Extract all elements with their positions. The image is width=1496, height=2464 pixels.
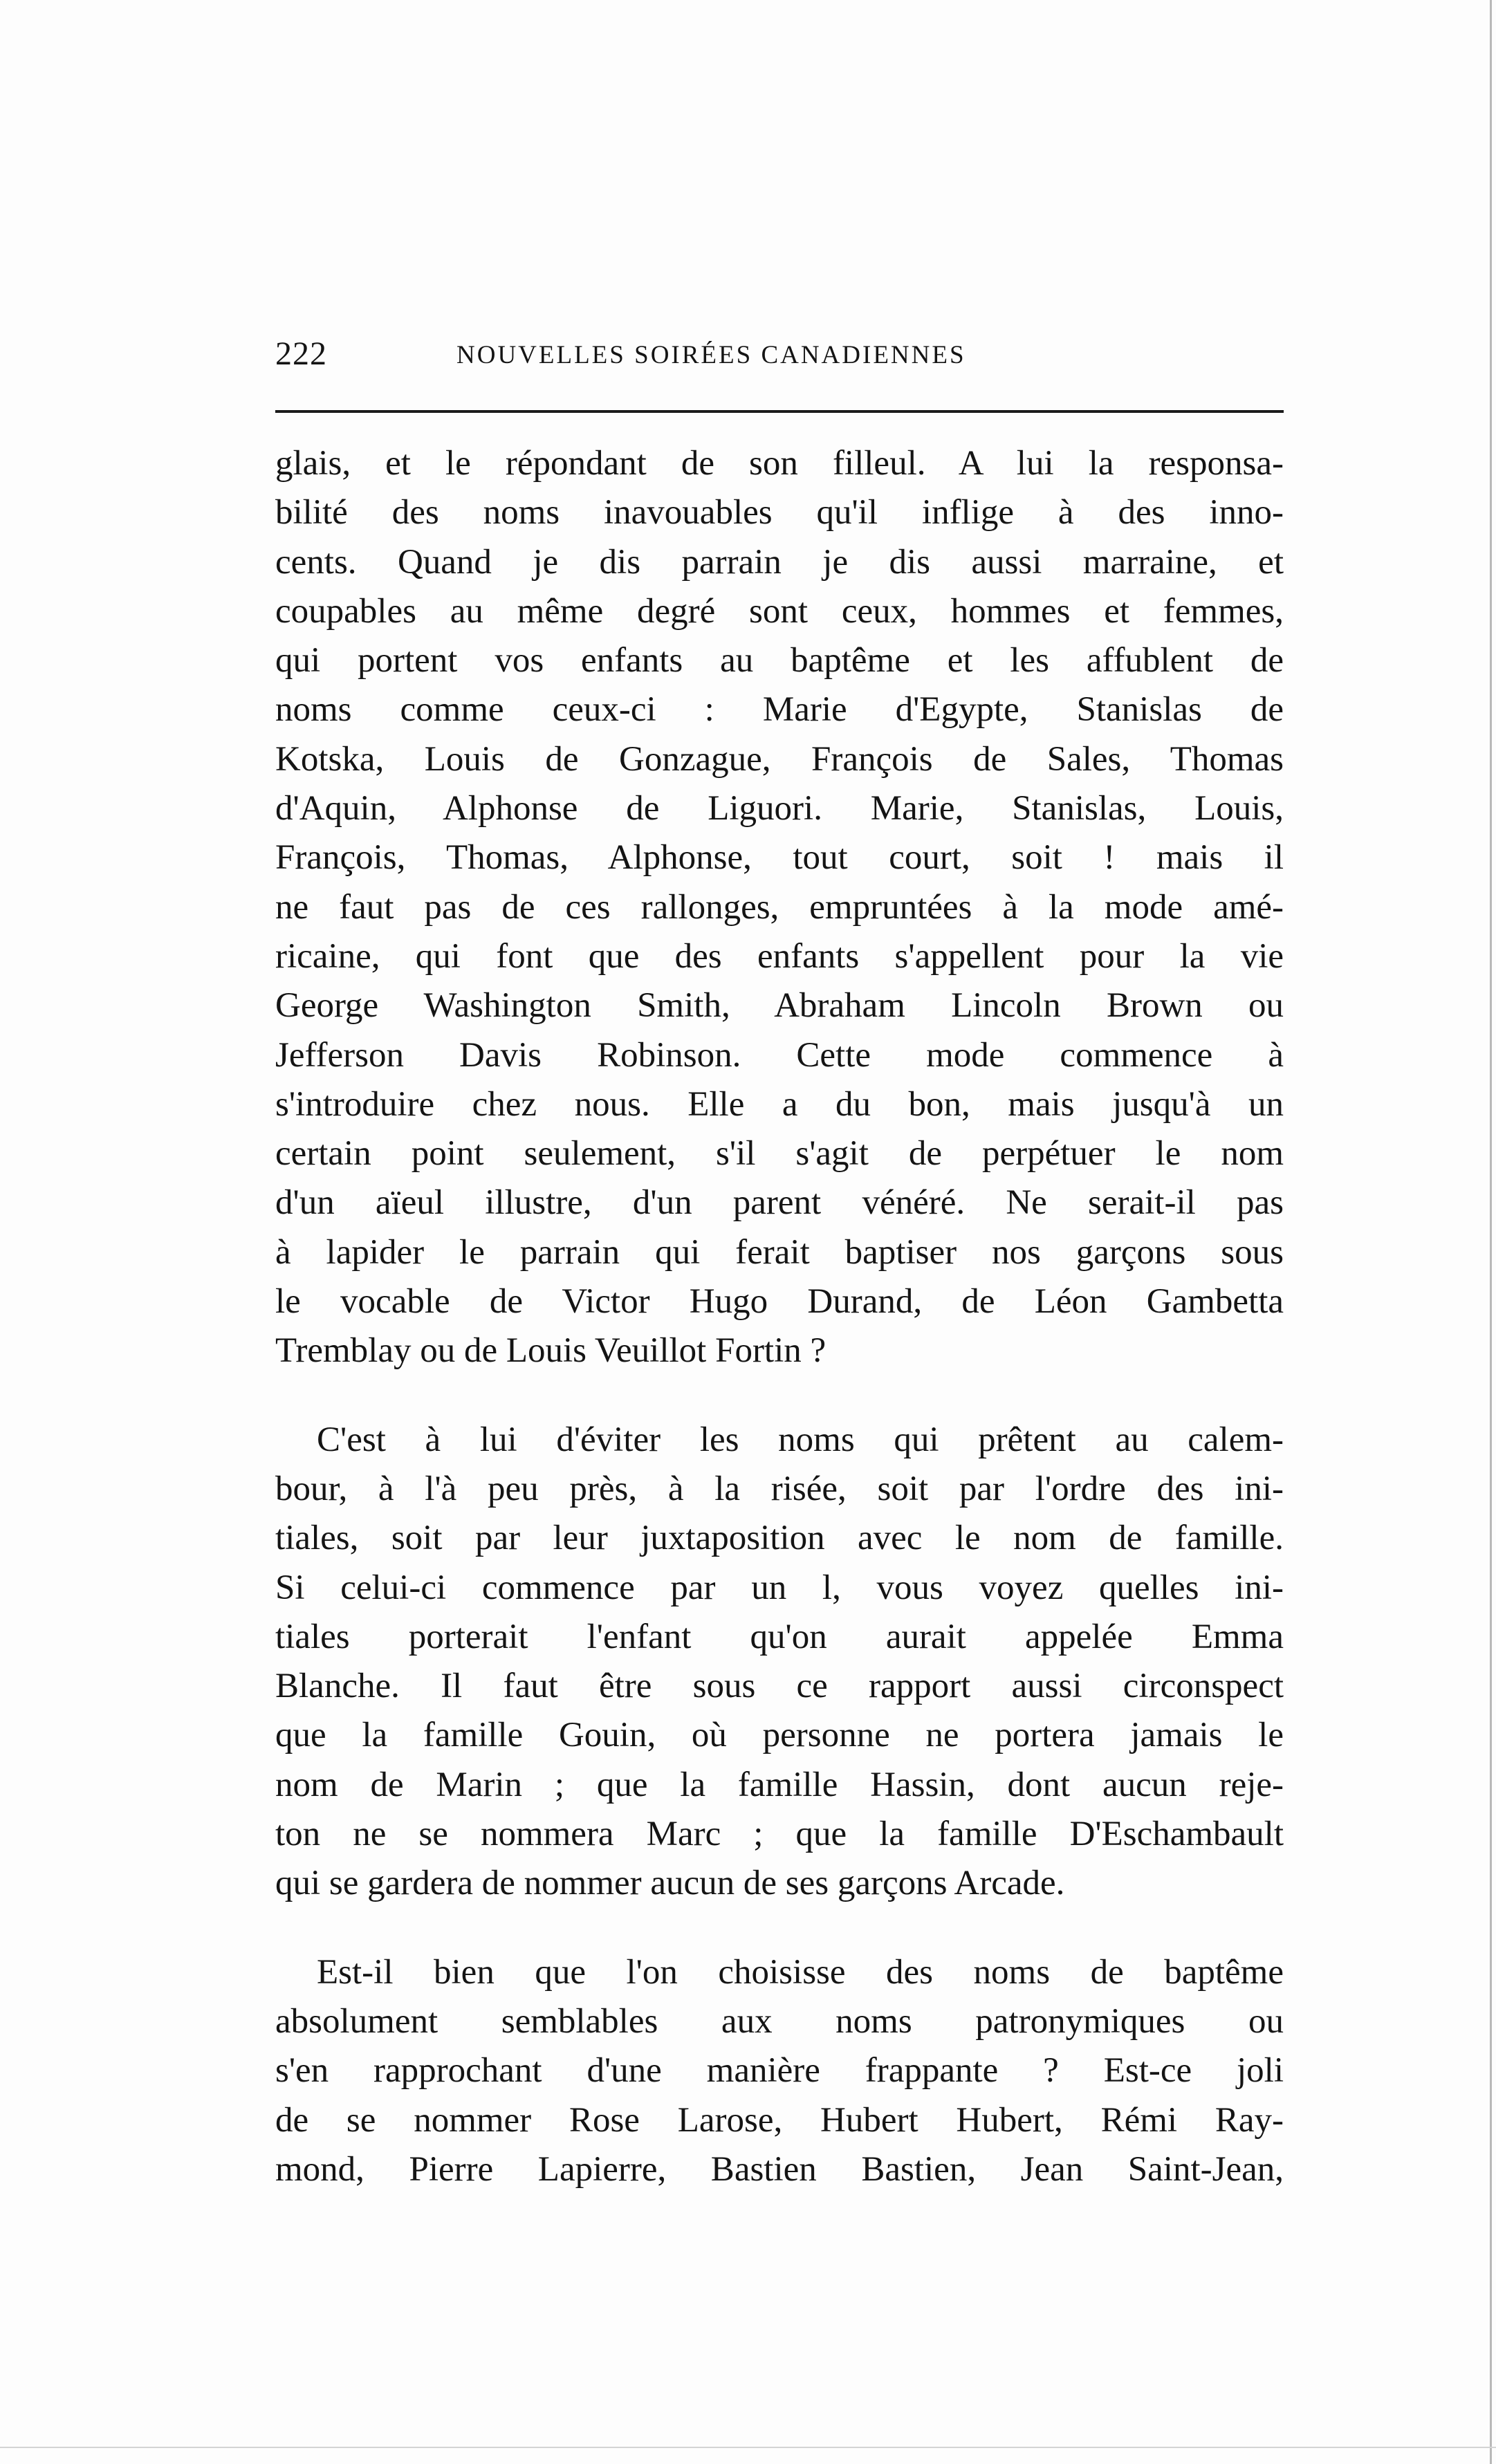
- header-rule: [275, 410, 1284, 413]
- text-line: que la famille Gouin, où personne ne portera jamais le: [275, 1716, 1284, 1755]
- text-line: à lapider le parrain qui ferait baptiser nos garçons sous: [275, 1232, 1284, 1272]
- page-number: 222: [275, 335, 327, 372]
- text-line: Jefferson Davis Robinson. Cette mode commence à: [275, 1035, 1284, 1075]
- scan-bottom-edge: [0, 2447, 1496, 2448]
- text-line: François, Thomas, Alphonse, tout court, soit ! mais il: [275, 838, 1284, 878]
- text-line: George Washington Smith, Abraham Lincoln Brown ou: [275, 986, 1284, 1026]
- text-line: qui se gardera de nommer aucun de ses garçons Arcade.: [275, 1864, 1065, 1903]
- text-line: tiales porterait l'enfant qu'on aurait appelée Emma: [275, 1617, 1284, 1656]
- text-line: C'est à lui d'éviter les noms qui prêtent au calem-: [317, 1420, 1284, 1459]
- text-line: ne faut pas de ces rallonges, empruntées à la mode amé-: [275, 887, 1284, 927]
- paragraph-gap: [275, 1909, 1284, 1948]
- paragraph-gap: [275, 1376, 1284, 1416]
- text-line: ricaine, qui font que des enfants s'appellent pour la vie: [275, 936, 1284, 976]
- text-line: certain point seulement, s'il s'agit de perpétuer le nom: [275, 1134, 1284, 1174]
- text-line: cents. Quand je dis parrain je dis aussi marraine, et: [275, 542, 1284, 582]
- text-line: Kotska, Louis de Gonzague, François de Sales, Thomas: [275, 739, 1284, 779]
- text-line: s'en rapprochant d'une manière frappante ? Est-ce joli: [275, 2051, 1284, 2091]
- page-header: [275, 333, 1284, 375]
- text-line: mond, Pierre Lapierre, Bastien Bastien, Jean Saint-Jean,: [275, 2149, 1284, 2189]
- text-line: tiales, soit par leur juxtaposition avec le nom de famille.: [275, 1519, 1284, 1558]
- text-line: Blanche. Il faut être sous ce rapport aussi circonspect: [275, 1667, 1284, 1706]
- text-line: absolument semblables aux noms patronymiques ou: [275, 2001, 1284, 2041]
- running-title: NOUVELLES SOIRÉES CANADIENNES: [456, 341, 966, 369]
- text-line: bilité des noms inavouables qu'il inflige à des inno-: [275, 493, 1284, 532]
- text-line: Tremblay ou de Louis Veuillot Fortin ?: [275, 1331, 827, 1371]
- text-line: d'Aquin, Alphonse de Liguori. Marie, Stanislas, Louis,: [275, 789, 1284, 828]
- text-line: Est-il bien que l'on choisisse des noms de baptême: [317, 1952, 1284, 1992]
- page-edge: [1490, 0, 1492, 2464]
- text-line: glais, et le répondant de son filleul. A lui la responsa-: [275, 444, 1284, 483]
- text-line: de se nommer Rose Larose, Hubert Hubert, Rémi Ray-: [275, 2100, 1284, 2140]
- text-line: Si celui-ci commence par un l, vous voyez quelles ini-: [275, 1568, 1284, 1607]
- text-line: le vocable de Victor Hugo Durand, de Léon Gambetta: [275, 1282, 1284, 1322]
- text-line: d'un aïeul illustre, d'un parent vénéré. Ne serait-il pas: [275, 1183, 1284, 1223]
- text-line: s'introduire chez nous. Elle a du bon, mais jusqu'à un: [275, 1084, 1284, 1124]
- text-line: noms comme ceux-ci : Marie d'Egypte, Stanislas de: [275, 690, 1284, 730]
- text-line: coupables au même degré sont ceux, hommes et femmes,: [275, 591, 1284, 631]
- text-line: ton ne se nommera Marc ; que la famille D'Eschambault: [275, 1815, 1284, 1854]
- text-line: qui portent vos enfants au baptême et les affublent de: [275, 641, 1284, 680]
- text-line: nom de Marin ; que la famille Hassin, dont aucun reje-: [275, 1765, 1284, 1804]
- body-text: [275, 439, 1284, 2194]
- text-line: bour, à l'à peu près, à la risée, soit par l'ordre des ini-: [275, 1469, 1284, 1508]
